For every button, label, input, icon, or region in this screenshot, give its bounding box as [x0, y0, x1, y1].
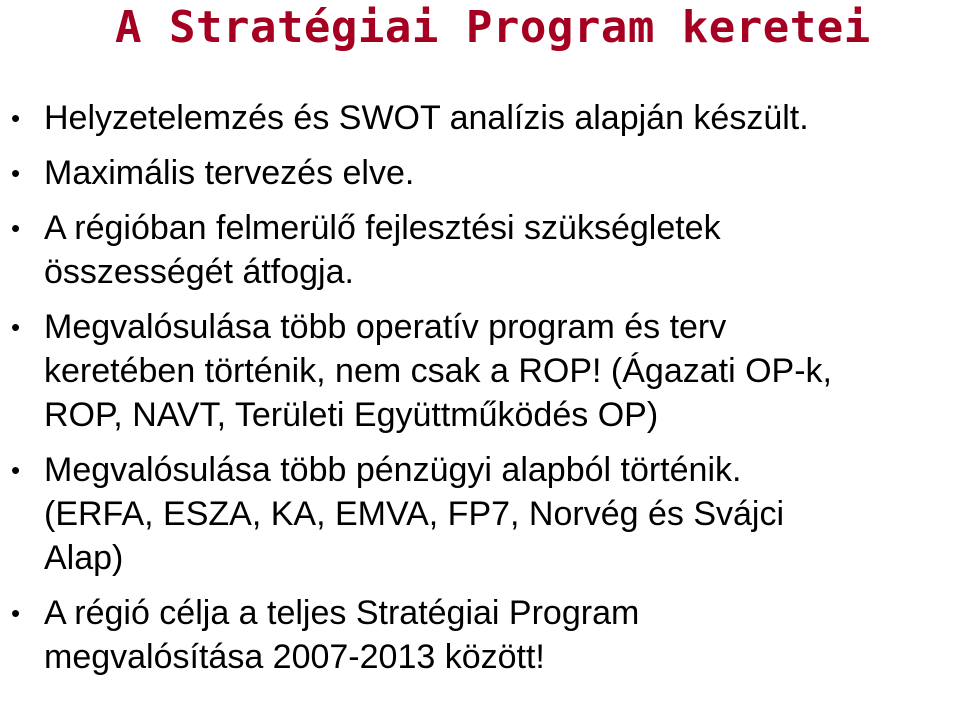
bullet-item: [0, 305, 960, 437]
bullet-item: [0, 151, 960, 195]
bullet-text-line: keretében történik, nem csak a ROP! (Ágazati OP-k,: [44, 352, 832, 390]
bullet-point-icon: •: [11, 312, 21, 342]
bullet-text-line: (ERFA, ESZA, KA, EMVA, FP7, Norvég és Svájci: [44, 495, 785, 533]
bullet-text-line: megvalósítása 2007-2013 között!: [44, 638, 545, 676]
bullet-point-icon: •: [11, 213, 21, 243]
slide-title: A Stratégiai Program keretei: [115, 2, 871, 53]
bullet-text-line: Helyzetelemzés és SWOT analízis alapján készült.: [44, 99, 809, 137]
bullet-point-icon: •: [11, 455, 21, 485]
bullet-text-line: ROP, NAVT, Területi Együttműködés OP): [44, 396, 659, 434]
bullet-text-line: Megvalósulása több pénzügyi alapból történik.: [44, 451, 742, 489]
bullet-text-line: Alap): [44, 539, 124, 577]
bullet-text-line: Megvalósulása több operatív program és terv: [44, 308, 727, 346]
bullet-item: [0, 96, 960, 140]
bullet-text-line: Maximális tervezés elve.: [44, 154, 415, 192]
bullet-item: [0, 206, 960, 294]
bullet-point-icon: •: [11, 158, 21, 188]
bullet-point-icon: •: [11, 103, 21, 133]
bullet-point-icon: •: [11, 598, 21, 628]
bullet-text-line: összességét átfogja.: [44, 253, 354, 291]
bullet-list: [0, 96, 960, 679]
bullet-item: [0, 448, 960, 580]
bullet-item: [0, 591, 960, 679]
bullet-text-line: A régió célja a teljes Stratégiai Program: [44, 594, 640, 632]
bullet-text-line: A régióban felmerülő fejlesztési szükségletek: [44, 209, 721, 247]
